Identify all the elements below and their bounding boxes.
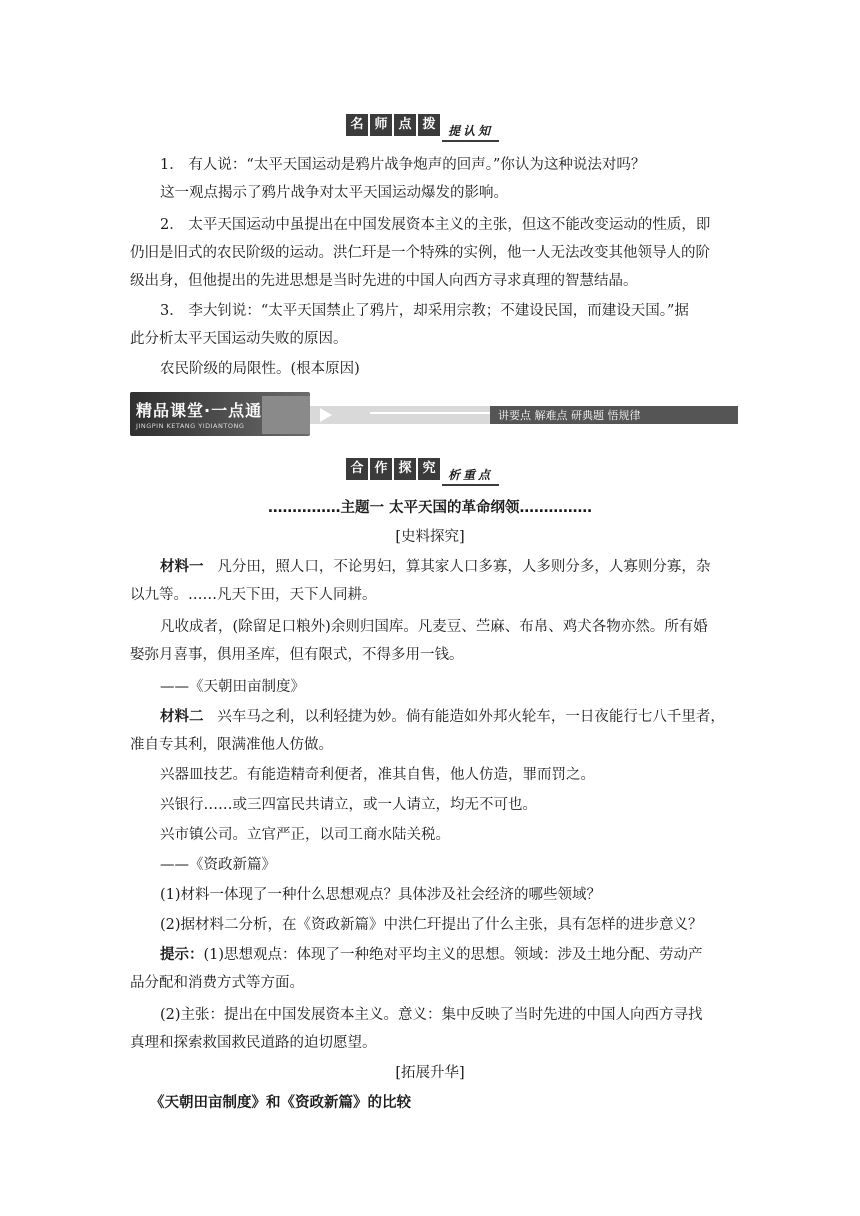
hint-label: 提示： bbox=[160, 947, 204, 963]
question-1: 1． 有人说：“太平天国运动是鸦片战争炮声的回声。”你认为这种说法对吗？ bbox=[160, 157, 646, 173]
exercise-question-1: (1)材料一体现了一种什么思想观点？具体涉及社会经济的哪些领域？ bbox=[160, 887, 602, 903]
question-3-line-2: 此分析太平天国运动失败的原因。 bbox=[130, 331, 348, 347]
badge-boxes bbox=[346, 114, 440, 136]
hint-line-1 bbox=[160, 942, 730, 968]
badge-char: 名 bbox=[346, 114, 368, 136]
answer-2-line-2: 真理和探索救国救民道路的迫切愿望。 bbox=[130, 1035, 377, 1051]
badge-boxes bbox=[346, 458, 440, 480]
play-arrow-icon bbox=[320, 408, 332, 422]
banner-photo bbox=[262, 396, 310, 434]
answer-1: 这一观点揭示了鸦片战争对太平天国运动爆发的影响。 bbox=[160, 185, 508, 201]
exercise-question-2: (2)据材料二分析，在《资政新篇》中洪仁玕提出了什么主张，具有怎样的进步意义？ bbox=[160, 917, 703, 933]
material-1-line-1 bbox=[160, 554, 730, 580]
question-2-line-2: 仍旧是旧式的农民阶级的运动。洪仁玕是一个特殊的实例，他一人无法改变其他领导人的阶 bbox=[130, 245, 710, 261]
badge-char: 作 bbox=[370, 458, 392, 480]
question-3-line-1: 3． 李大钊说：“太平天国禁止了鸦片，却采用宗教；不建设民国，而建设天国。”据 bbox=[160, 303, 689, 319]
badge-char: 点 bbox=[394, 114, 416, 136]
badge-subtitle: 提认知 bbox=[442, 122, 499, 142]
badge-char: 师 bbox=[370, 114, 392, 136]
subheading-extension: [拓展升华] bbox=[395, 1065, 465, 1081]
hint-line-2: 品分配和消费方式等方面。 bbox=[130, 975, 304, 991]
material-2-label: 材料二 bbox=[160, 709, 204, 725]
hint-text: (1)思想观点：体现了一种绝对平均主义的思想。领域：涉及土地分配、劳动产 bbox=[203, 947, 703, 963]
material-1-line-2: 以九等。……凡天下田，天下人同耕。 bbox=[130, 587, 377, 603]
material-1-label: 材料一 bbox=[160, 559, 204, 575]
section-banner bbox=[130, 392, 738, 436]
banner-tags: 讲要点 解难点 研典题 悟规律 bbox=[498, 409, 641, 422]
topic-heading: ……………主题一 太平天国的革命纲领…………… bbox=[267, 500, 593, 516]
answer-3: 农民阶级的局限性。(根本原因) bbox=[160, 361, 360, 377]
answer-2-line-1: (2)主张：提出在中国发展资本主义。意义：集中反映了当时先进的中国人向西方寻找 bbox=[160, 1007, 703, 1023]
banner-pinyin: JINGPIN KETANG YIDIANTONG bbox=[136, 422, 245, 430]
badge-char: 合 bbox=[346, 458, 368, 480]
material-2-line-3: 兴器皿技艺。有能造精奇利便者，准其自售，他人仿造，罪而罚之。 bbox=[160, 767, 595, 783]
question-2-line-1: 2． 太平天国运动中虽提出在中国发展资本主义的主张，但这不能改变运动的性质，即 bbox=[160, 217, 711, 233]
material-1-text: 凡分田，照人口，不论男妇，算其家人口多寡，人多则分多，人寡则分寡，杂 bbox=[217, 559, 711, 575]
badge-char: 究 bbox=[418, 458, 440, 480]
subheading-source-inquiry: [史料探究] bbox=[395, 529, 465, 545]
material-2-source: ——《资政新篇》 bbox=[160, 857, 276, 873]
badge-subtitle: 析重点 bbox=[442, 466, 499, 486]
material-2-line-5: 兴市镇公司。立官严正，以司工商水陆关税。 bbox=[160, 827, 450, 843]
section-badge-teacher-tips bbox=[346, 114, 546, 140]
comparison-title: 《天朝田亩制度》和《资政新篇》的比较 bbox=[150, 1095, 411, 1111]
badge-char: 探 bbox=[394, 458, 416, 480]
banner-divider bbox=[370, 412, 490, 414]
material-2-line-1 bbox=[160, 704, 730, 730]
material-1-source: ——《天朝田亩制度》 bbox=[160, 679, 305, 695]
banner-title: 精品课堂·一点通 bbox=[136, 401, 263, 420]
question-2-line-3: 级出身，但他提出的先进思想是当时先进的中国人向西方寻求真理的智慧结晶。 bbox=[130, 273, 638, 289]
material-1-line-3: 凡收成者，(除留足口粮外)余则归国库。凡麦豆、苎麻、布帛、鸡犬各物亦然。所有婚 bbox=[160, 619, 708, 635]
material-1-line-4: 娶弥月喜事，俱用圣库，但有限式，不得多用一钱。 bbox=[130, 647, 464, 663]
material-2-line-2: 准自专其利，限满准他人仿做。 bbox=[130, 737, 333, 753]
material-2-line-4: 兴银行……或三四富民共请立，或一人请立，均无不可也。 bbox=[160, 797, 537, 813]
badge-char: 拨 bbox=[418, 114, 440, 136]
material-2-text: 兴车马之利，以利轻捷为妙。倘有能造如外邦火轮车，一日夜能行七八千里者， bbox=[217, 709, 725, 725]
section-badge-cooperative-inquiry bbox=[346, 458, 546, 484]
